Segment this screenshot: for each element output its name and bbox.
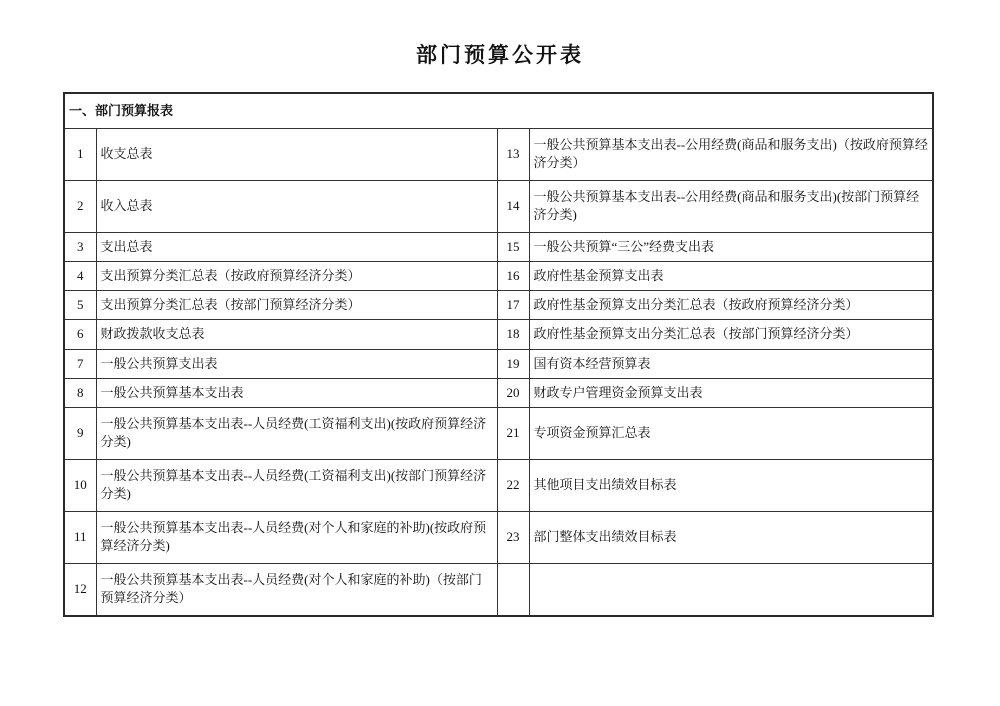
table-name-cell: 专项资金预算汇总表 — [529, 407, 933, 459]
row-number: 3 — [64, 232, 96, 261]
section-header: 一、部门预算报表 — [64, 93, 933, 129]
table-row — [64, 511, 933, 563]
table-name-cell: 政府性基金预算支出表 — [529, 262, 933, 291]
table-name-cell: 一般公共预算支出表 — [96, 349, 497, 378]
row-number: 10 — [64, 459, 96, 511]
row-number: 16 — [497, 262, 529, 291]
table-row — [64, 563, 933, 616]
table-name-cell: 支出总表 — [96, 232, 497, 261]
table-name-cell: 一般公共预算基本支出表--公用经费(商品和服务支出)(按部门预算经济分类) — [529, 180, 933, 232]
row-number: 23 — [497, 511, 529, 563]
table-name-cell: 一般公共预算基本支出表--人员经费(工资福利支出)(按政府预算经济分类) — [96, 407, 497, 459]
row-number: 13 — [497, 129, 529, 181]
table-name-cell: 国有资本经营预算表 — [529, 349, 933, 378]
row-number: 5 — [64, 291, 96, 320]
table-name-cell: 其他项目支出绩效目标表 — [529, 459, 933, 511]
table-name-cell: 一般公共预算“三公”经费支出表 — [529, 232, 933, 261]
table-name-cell: 收支总表 — [96, 129, 497, 181]
table-name-cell: 一般公共预算基本支出表--人员经费(对个人和家庭的补助)(按政府预算经济分类) — [96, 511, 497, 563]
row-number: 20 — [497, 378, 529, 407]
table-row — [64, 129, 933, 181]
row-number: 19 — [497, 349, 529, 378]
row-number: 22 — [497, 459, 529, 511]
row-number: 12 — [64, 563, 96, 616]
row-number: 4 — [64, 262, 96, 291]
table-row — [64, 407, 933, 459]
table-row — [64, 349, 933, 378]
table-row — [64, 378, 933, 407]
table-row — [64, 320, 933, 349]
row-number: 8 — [64, 378, 96, 407]
table-name-cell: 政府性基金预算支出分类汇总表（按部门预算经济分类） — [529, 320, 933, 349]
table-name-cell — [529, 563, 933, 616]
table-name-cell: 支出预算分类汇总表（按政府预算经济分类） — [96, 262, 497, 291]
row-number: 21 — [497, 407, 529, 459]
table-name-cell: 部门整体支出绩效目标表 — [529, 511, 933, 563]
table-name-cell: 一般公共预算基本支出表--公用经费(商品和服务支出)（按政府预算经济分类） — [529, 129, 933, 181]
row-number: 9 — [64, 407, 96, 459]
table-row — [64, 180, 933, 232]
budget-report-table — [63, 92, 934, 617]
page-title: 部门预算公开表 — [416, 43, 584, 67]
row-number: 11 — [64, 511, 96, 563]
table-name-cell: 一般公共预算基本支出表 — [96, 378, 497, 407]
row-number: 6 — [64, 320, 96, 349]
row-number: 7 — [64, 349, 96, 378]
row-number: 2 — [64, 180, 96, 232]
table-name-cell: 财政拨款收支总表 — [96, 320, 497, 349]
row-number: 15 — [497, 232, 529, 261]
table-row — [64, 232, 933, 261]
table-row — [64, 262, 933, 291]
table-row — [64, 459, 933, 511]
row-number: 14 — [497, 180, 529, 232]
table-name-cell: 一般公共预算基本支出表--人员经费(工资福利支出)(按部门预算经济分类) — [96, 459, 497, 511]
row-number: 1 — [64, 129, 96, 181]
row-number — [497, 563, 529, 616]
table-name-cell: 收入总表 — [96, 180, 497, 232]
section-header-row — [64, 93, 933, 129]
table-row — [64, 291, 933, 320]
table-name-cell: 政府性基金预算支出分类汇总表（按政府预算经济分类） — [529, 291, 933, 320]
table-name-cell: 支出预算分类汇总表（按部门预算经济分类） — [96, 291, 497, 320]
row-number: 18 — [497, 320, 529, 349]
table-name-cell: 财政专户管理资金预算支出表 — [529, 378, 933, 407]
row-number: 17 — [497, 291, 529, 320]
table-name-cell: 一般公共预算基本支出表--人员经费(对个人和家庭的补助)（按部门预算经济分类） — [96, 563, 497, 616]
